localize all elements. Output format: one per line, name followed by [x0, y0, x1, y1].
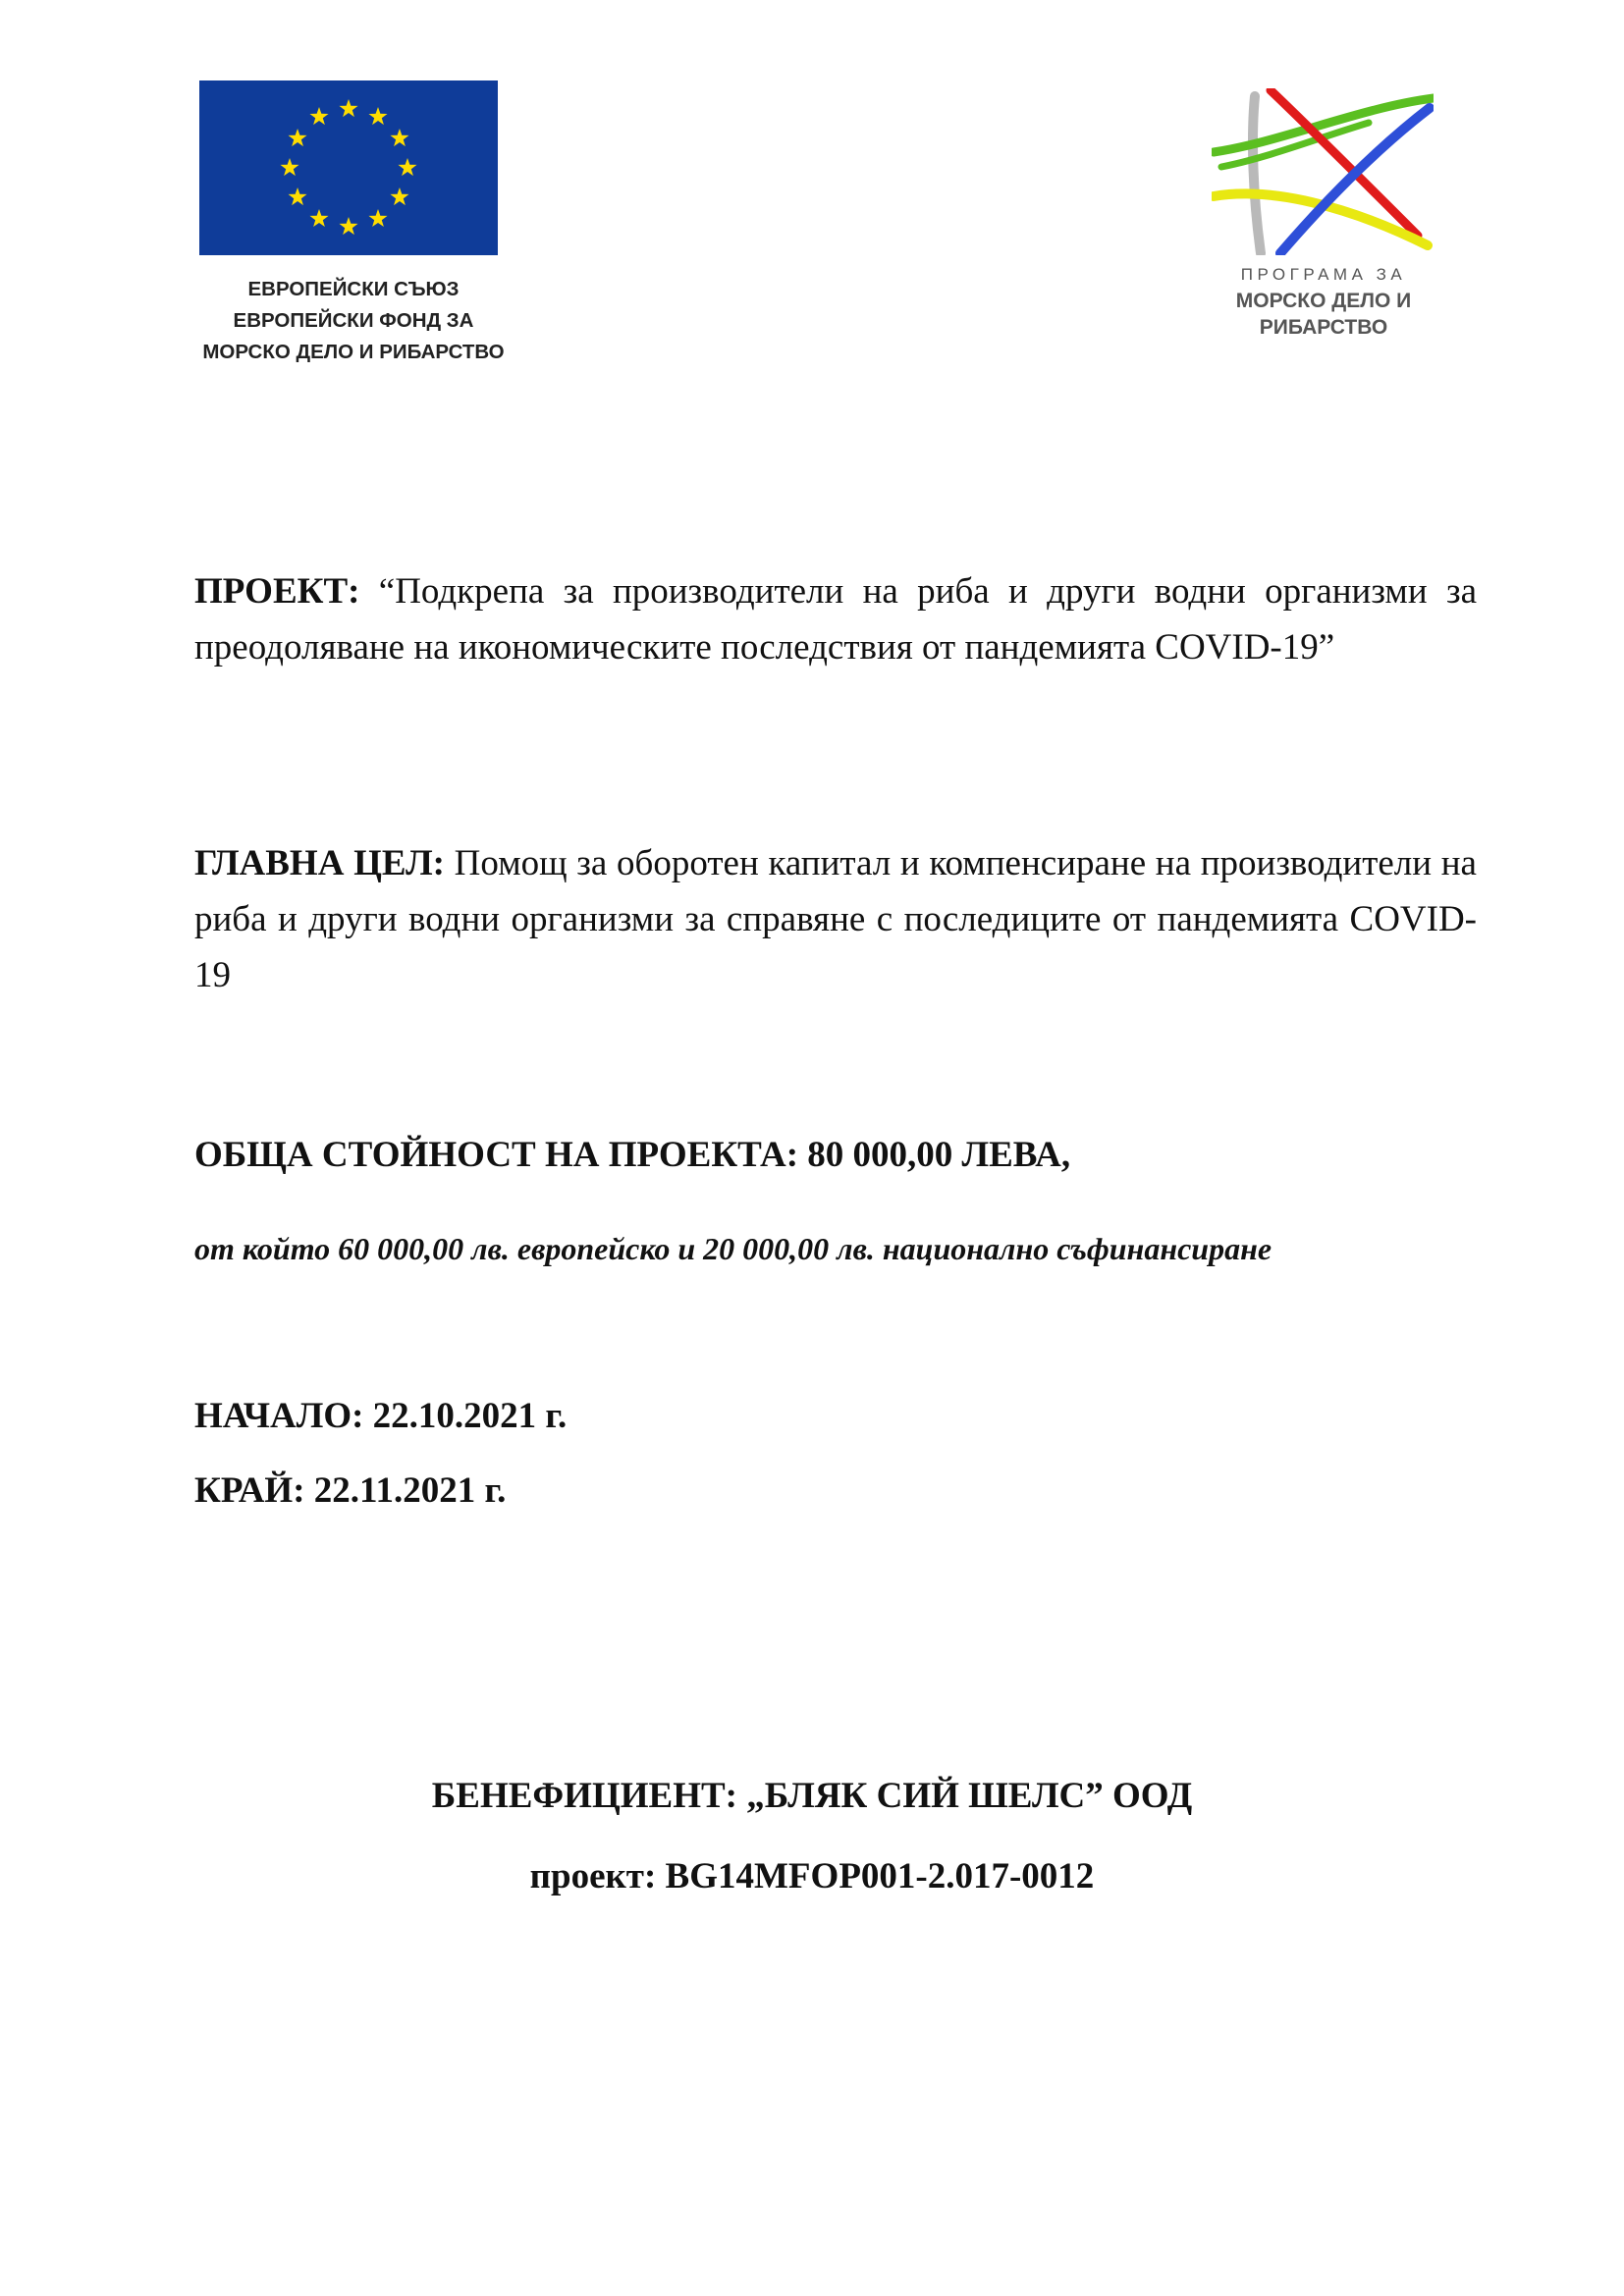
eu-caption-line-3: МОРСКО ДЕЛО И РИБАРСТВО [202, 341, 505, 363]
program-logo-name [1206, 288, 1441, 341]
project-code: проект: BG14MFOP001-2.017-0012 [529, 1856, 1095, 1896]
eu-flag-icon [199, 80, 498, 255]
goal-paragraph [194, 835, 1477, 1003]
beneficiary: БЕНЕФИЦИЕНТ: „БЛЯК СИЙ ШЕЛС” ООД [431, 1776, 1193, 1816]
program-logo-top-line: ПРОГРАМА ЗА [1240, 265, 1407, 284]
eu-caption-line-2: ЕВРОПЕЙСКИ ФОНД ЗА [233, 309, 474, 332]
program-logo-line-1: МОРСКО ДЕЛО И [1235, 290, 1412, 312]
project-text: “Подкрепа за производители на риба и други водни организми за преодоляване на икономическите последствия от пандемията COVID-19” [194, 571, 1477, 667]
end-date: КРАЙ: 22.11.2021 г. [194, 1470, 507, 1511]
eu-caption-line-1: ЕВРОПЕЙСКИ СЪЮЗ [247, 278, 460, 300]
eu-fund-caption [187, 274, 520, 368]
total-value: ОБЩА СТОЙНОСТ НА ПРОЕКТА: 80 000,00 ЛЕВА, [194, 1135, 1071, 1175]
project-label: ПРОЕКТ: [194, 571, 360, 612]
goal-text: Помощ за оборотен капитал и компенсиране на производители на риба и други водни организми за справяне с последиците от пандемията COVID-19 [194, 843, 1477, 995]
program-emblem-icon [1212, 88, 1434, 255]
goal-label: ГЛАВНА ЦЕЛ: [194, 843, 445, 883]
start-date: НАЧАЛО: 22.10.2021 г. [194, 1396, 568, 1436]
cofinancing-text: от който 60 000,00 лв. европейско и 20 000,00 лв. национално съфинансиране [194, 1231, 1272, 1266]
project-paragraph [194, 563, 1477, 675]
program-logo-line-2: РИБАРСТВО [1259, 316, 1388, 339]
program-logo [1206, 88, 1441, 344]
